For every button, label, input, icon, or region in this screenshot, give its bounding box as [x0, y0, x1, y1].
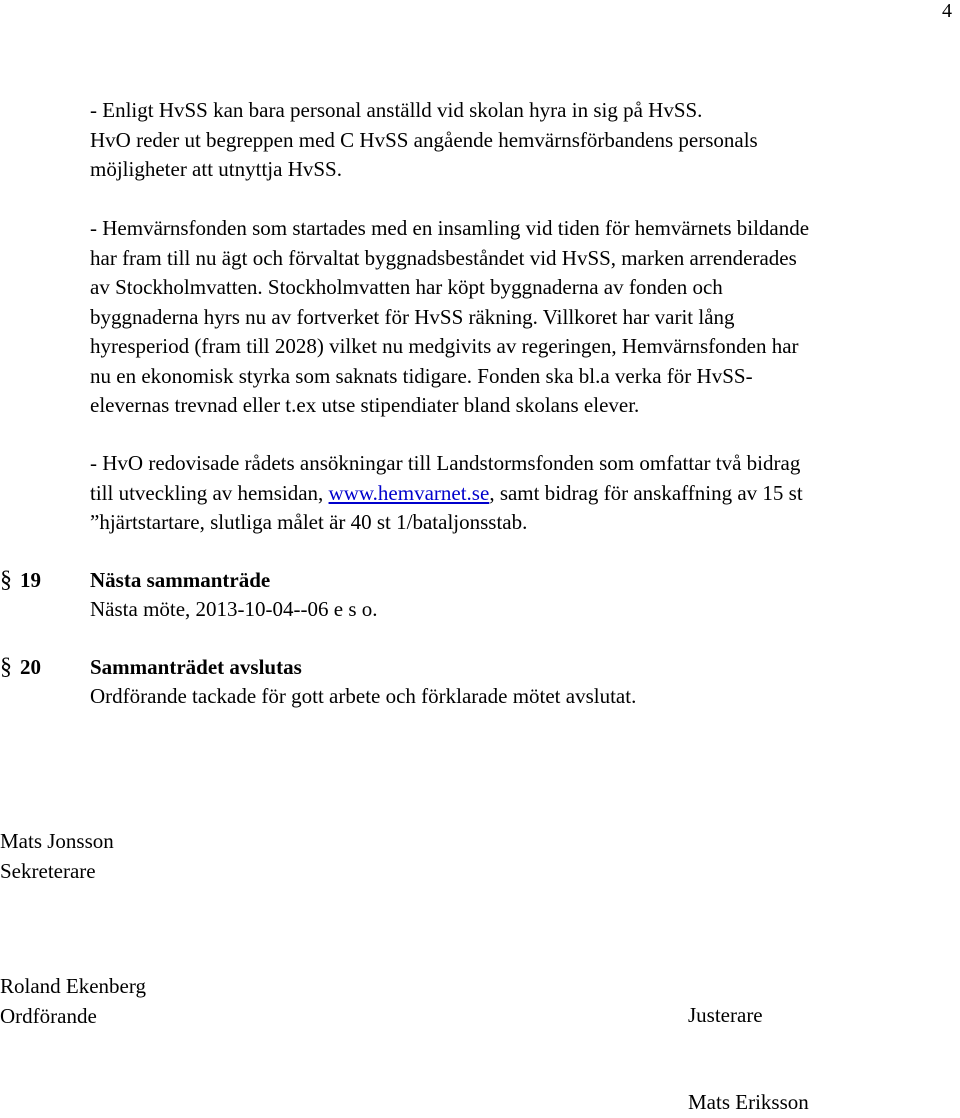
paragraph-line: - HvO redovisade rådets ansökningar till Landstormsfonden som omfattar två bidrag	[90, 451, 801, 475]
signature-adjuster-role	[688, 1001, 763, 1031]
signatory-role: Ordförande	[0, 1003, 97, 1028]
signatory-name: Mats Jonsson	[0, 829, 114, 853]
signature-chair	[0, 972, 146, 1031]
section-title: Sammanträdet avslutas	[90, 655, 302, 679]
section-mark: §	[0, 654, 12, 680]
paragraph-line: byggnaderna hyrs nu av fortverket för HvSS räkning. Villkoret har varit lång	[90, 304, 735, 329]
hemvarnet-link[interactable]: www.hemvarnet.se	[328, 480, 490, 505]
paragraph-line: hyresperiod (fram till 2028) vilket nu medgivits av regeringen, Hemvärnsfonden har	[90, 334, 799, 358]
section-number: 20	[20, 655, 41, 679]
paragraph-line: av Stockholmvatten. Stockholmvatten har köpt byggnaderna av fonden och	[90, 275, 723, 299]
signatory-role: Justerare	[688, 1003, 763, 1027]
signatory-name: Mats Eriksson	[688, 1090, 809, 1114]
section-mark: §	[0, 567, 12, 593]
page-number: 4	[942, 0, 952, 22]
paragraph-text: till utveckling av hemsidan,	[90, 480, 329, 505]
paragraph-hvss-rental	[90, 96, 958, 185]
signatory-role: Sekreterare	[0, 858, 96, 883]
paragraph-line: ”hjärtstartare, slutliga målet är 40 st 1/bataljonsstab.	[90, 510, 528, 534]
paragraph-text: , samt bidrag för anskaffning av 15 st	[489, 480, 803, 505]
paragraph-line: nu en ekonomisk styrka som saknats tidigare. Fonden ska bl.a verka för HvSS-	[90, 363, 753, 388]
paragraph-line: elevernas trevnad eller t.ex utse stipendiater bland skolans elever.	[90, 393, 640, 417]
section-number: 19	[20, 568, 41, 592]
section-title: Nästa sammanträde	[90, 568, 271, 592]
paragraph-line: har fram till nu ägt och förvaltat byggnadsbeståndet vid HvSS, marken arrenderades	[90, 245, 797, 270]
paragraph-line: - Hemvärnsfonden som startades med en insamling vid tiden för hemvärnets bildande	[90, 216, 810, 240]
signature-secretary	[0, 827, 114, 886]
paragraph-line: - Enligt HvSS kan bara personal anställd vid skolan hyra in sig på HvSS.	[90, 98, 703, 122]
section-body: Nästa möte, 2013-10-04--06 e s o.	[90, 597, 378, 621]
signatory-name: Roland Ekenberg	[0, 974, 146, 998]
signature-adjuster-name	[688, 1088, 809, 1118]
paragraph-landstormsfonden	[90, 449, 958, 538]
paragraph-line	[90, 479, 958, 509]
paragraph-line: HvO reder ut begreppen med C HvSS angående hemvärnsförbandens personals	[90, 127, 758, 152]
paragraph-line: möjligheter att utnyttja HvSS.	[90, 157, 342, 181]
section-body: Ordförande tackade för gott arbete och förklarade mötet avslutat.	[90, 684, 637, 708]
paragraph-hemvarnsfonden	[90, 214, 958, 421]
